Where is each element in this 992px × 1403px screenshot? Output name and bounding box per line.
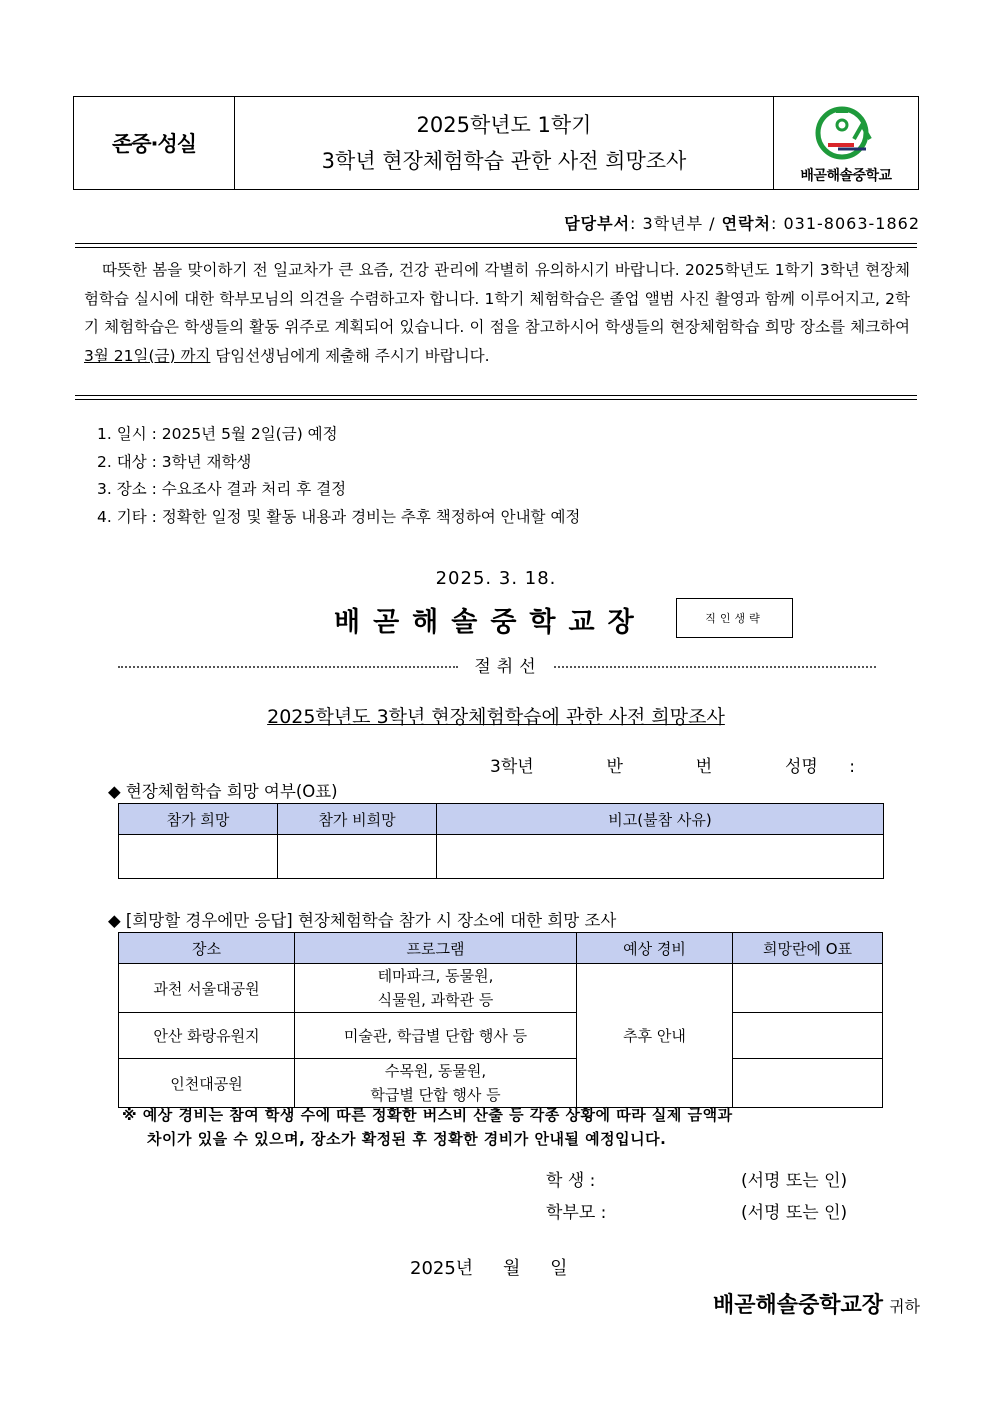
title-line-2: 3학년 현장체험학습 관한 사전 희망조사 bbox=[321, 149, 687, 173]
principal-name: 배곧해솔중학교장 bbox=[334, 607, 647, 638]
program-cell: 수목원, 동물원, 학급별 단합 행사 등 bbox=[295, 1059, 577, 1108]
col-program: 프로그램 bbox=[295, 933, 577, 964]
phone-label: 연락처 bbox=[721, 214, 771, 233]
mark-cell[interactable] bbox=[733, 1059, 883, 1108]
cost-cell: 추후 안내 bbox=[577, 964, 733, 1108]
submit-date bbox=[410, 1254, 567, 1280]
deadline: 3월 21일(금) 까지 bbox=[84, 346, 211, 365]
col-cost: 예상 경비 bbox=[577, 933, 733, 964]
col-participate: 참가 희망 bbox=[119, 804, 278, 835]
note-line-2: 차이가 있을 수 있으며, 장소가 확정된 후 정확한 경비가 안내될 예정입니다. bbox=[147, 1130, 667, 1148]
number-label: 번 bbox=[695, 757, 713, 777]
col-not-participate: 참가 비희망 bbox=[278, 804, 437, 835]
divider-top bbox=[75, 243, 917, 248]
title-line-1: 2025학년도 1학기 bbox=[416, 113, 592, 137]
divider-bottom bbox=[75, 395, 917, 400]
program-cell: 미술관, 학급별 단합 행사 등 bbox=[295, 1013, 577, 1059]
cell-not-participate[interactable] bbox=[278, 835, 437, 879]
cut-dots-right bbox=[554, 666, 876, 668]
dept-value: : 3학년부 / bbox=[630, 214, 722, 233]
form-title: 2025학년도 3학년 현장체험학습에 관한 사전 희망조사 bbox=[267, 706, 725, 728]
col-remarks: 비고(불참 사유) bbox=[437, 804, 884, 835]
document-title bbox=[235, 97, 774, 189]
cost-note bbox=[122, 1103, 733, 1151]
school-emblem-icon bbox=[814, 105, 878, 161]
col-mark: 희망란에 O표 bbox=[733, 933, 883, 964]
cell-participate[interactable] bbox=[119, 835, 278, 879]
addressee-principal: 배곧해솔중학교장 bbox=[713, 1293, 884, 1318]
col-place: 장소 bbox=[119, 933, 295, 964]
table-row bbox=[119, 1013, 883, 1059]
participation-table bbox=[118, 803, 884, 879]
school-logo bbox=[774, 97, 918, 189]
place-table bbox=[118, 932, 883, 1108]
intro-paragraph bbox=[84, 256, 910, 370]
program-cell: 테마파크, 동물원, 식물원, 과학관 등 bbox=[295, 964, 577, 1013]
cell-remarks[interactable] bbox=[437, 835, 884, 879]
header-box bbox=[73, 96, 919, 190]
student-info bbox=[490, 752, 855, 777]
logo-school-name: 배곧해솔중학교 bbox=[800, 168, 892, 184]
phone-value: : 031-8063-1862 bbox=[771, 214, 920, 233]
info-list bbox=[97, 421, 580, 531]
info-item-place: 3. 장소 : 수요조사 결과 처리 후 결정 bbox=[97, 480, 347, 498]
submit-day: 일 bbox=[550, 1258, 568, 1279]
submit-month: 월 bbox=[502, 1258, 521, 1279]
parent-sign-hint[interactable]: (서명 또는 인) bbox=[741, 1203, 848, 1223]
place-name: 인천대공원 bbox=[119, 1059, 295, 1108]
info-item-etc: 4. 기타 : 정확한 일정 및 활동 내용과 경비는 추후 책정하여 안내할 예정 bbox=[97, 507, 581, 526]
section2-heading: ◆ [희망할 경우에만 응답] 현장체험학습 참가 시 장소에 대한 희망 조사 bbox=[108, 911, 617, 930]
intro-text-a: 따뜻한 봄을 맞이하기 전 일교차가 큰 요즘, 건강 관리에 각별히 유의하시기 바랍니다. 2025학년도 1학기 3학년 현장체험학습 실시에 대한 학부모님의 의견을 수렴하고자 합니다. 1학기 체험학습은 졸업 앨범 사진 촬영과 함께 이루어지고, 2학기 체험학습은 학생들의 활동 위주로 계획되어 있습니다. 이 점을 참고하시어 학생들의 현장체험학습 희망 장소를 체크하여 bbox=[84, 261, 910, 336]
place-name: 안산 화랑유원지 bbox=[119, 1013, 295, 1059]
seal-omitted-box: 직인생략 bbox=[676, 598, 793, 638]
student-sign-label: 학 생 : bbox=[546, 1171, 596, 1191]
cut-label: 절취선 bbox=[474, 657, 542, 677]
intro-text-b: 담임선생님에게 제출해 주시기 바랍니다. bbox=[210, 346, 490, 365]
mark-cell[interactable] bbox=[733, 1013, 883, 1059]
class-label: 반 bbox=[606, 757, 623, 777]
mark-cell[interactable] bbox=[733, 964, 883, 1013]
grade-label: 3학년 bbox=[490, 757, 534, 777]
info-item-date: 1. 일시 : 2025년 5월 2일(금) 예정 bbox=[97, 425, 338, 443]
parent-sign-label: 학부모 : bbox=[546, 1203, 607, 1223]
section1-heading: ◆ 현장체험학습 희망 여부(O표) bbox=[108, 782, 338, 801]
table-row bbox=[119, 1059, 883, 1108]
issue-date: 2025. 3. 18. bbox=[435, 568, 557, 589]
name-label: 성명 : bbox=[784, 757, 855, 777]
school-motto: 존중·성실 bbox=[74, 97, 235, 189]
submit-year: 2025년 bbox=[410, 1258, 474, 1279]
info-item-target: 2. 대상 : 3학년 재학생 bbox=[97, 452, 252, 471]
dept-label: 담당부서 bbox=[564, 214, 631, 233]
cut-line bbox=[118, 652, 876, 677]
note-line-1: ※ 예상 경비는 참여 학생 수에 따른 정확한 버스비 산출 등 각종 상황에 따라 실제 금액과 bbox=[122, 1106, 733, 1124]
cut-dots-left bbox=[118, 666, 458, 668]
table-row bbox=[119, 964, 883, 1013]
addressee-suffix: 귀하 bbox=[889, 1297, 920, 1316]
place-name: 과천 서울대공원 bbox=[119, 964, 295, 1013]
addressee bbox=[713, 1288, 920, 1319]
contact-line bbox=[564, 211, 920, 234]
student-sign-hint[interactable]: (서명 또는 인) bbox=[741, 1171, 848, 1191]
